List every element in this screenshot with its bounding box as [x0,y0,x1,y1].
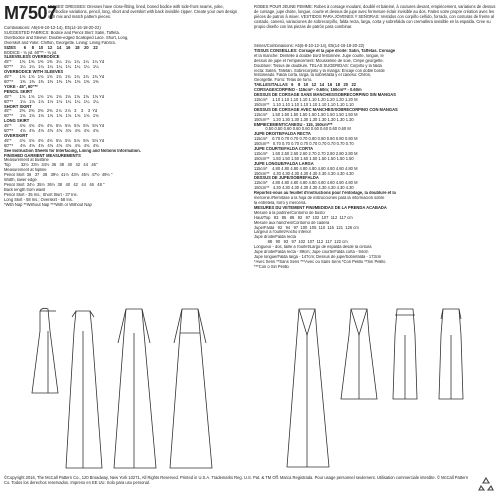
chart-line: dessus de jupe et l'empiècement: Mousseline de soie, Crêpe georgette. [254,58,384,63]
chart-line: DESSUS DE JUPE/SOBREFALDA [254,176,319,181]
back-view-dress-6 [341,309,377,399]
chart-line: 60"** 4⅝ 4⅝ 4⅝ 4⅝ 4⅝ 4⅝ 4⅝ 4⅝ 4⅝ [4,143,99,148]
chart-line: LONG SKIRT [4,119,30,124]
chart-line: Top 32½ 33½ 34½ 36 38 40 42 44 46" [4,163,98,168]
chart-line: 115cm* 4.80 4.80 4.80 4.80 4.80 4.80 4.80 4.80 4.80 M [254,166,358,171]
yardage-chart-english [4,26,245,208]
chart-line: Measurement at bustline [4,158,49,163]
chart-line: 150cm** 0.70 0.70 0.70 0.70 0.70 0.70 0.70 0.70 0.70 [254,142,354,147]
chart-line: SUGGESTED FABRICS: Bodice and Pencil Skirt: Satin, Taffeta. [4,30,120,35]
chart-line: 115cm* 1.10 1.10 1.10 1.10 1.10 1.20 1.20 1.20 1.20 M [254,97,358,102]
chart-line: 60"** 1⅝ 1⅝ 1⅝ 1⅝ 1⅝ 1⅝ 1⅝ 1⅝ 1⅝ [4,114,99,119]
chart-line: Overskirt and Yoke: Chiffon, Georgette. Lining: Lining Fabrics. [4,40,117,45]
chart-line: ***Con o Sin Pelillo [254,264,289,269]
chart-line: Combinations: A5(6-8-10-12-14), E5(14-16-18-20-22) [4,26,101,30]
chart-line: See Instruction Sheets for Interfacing, Lining and Notions Information. [4,148,141,153]
chart-line: 60"** 1⅛ 1⅛ 1⅛ 1⅛ 1⅛ 1¼ 1¼ 1¼ 1¼ [4,99,99,104]
chart-line: TISSUS CONSEILLÉS: Corsage et la jupe droite: Satin, Taffetas. Corsage [254,48,396,53]
intro-french-spanish: ROBES POUR JEUNE FEMME: Robes à corsage moulant, doublé et baleiné, à coutures devant, empiècement, variations de dessus de corsage, jupe droite, longue, courte et dessus de jupe avec fermeture éclair invisible au dos. Faites votre propre création avec les pièces de patron à mixer. VESTIDOS PARA JÓVENES Y SEÑORAS: Vestidos con corpiño ceñido, forrado, con costuras de frente al costado, canesú, variaciones de sobrecorpiño, falda recta, larga, corta y sobrefalda con cremallera invisible en la espalda. Cree su propio diseño con las piezas de patrón para combinar. [254,4,496,29]
chart-line: Longueur - dos, taille à l'ourlet/Largo de espalda desde la cintura [254,245,372,250]
yardage-chart-french-spanish [254,44,495,270]
chart-line: 88 90 93 97 102 107 112 117 122 cm [254,240,348,245]
chart-line: Jupe longue/Falda larga - 147cm; Dessus de jupe/Sobrefalda - 173cm [254,254,382,259]
back-view-dress-8 [439,309,463,399]
chart-line: DESSUS DE CORSAGE SANS MANCHES/SOBRECORPIÑO SIN MANGAS [254,93,396,98]
chart-line: 115cm* 0.70 0.70 0.70 0.70 0.80 0.80 0.80 0.80 0.80 M [254,137,358,142]
chart-line: JUPE DROITE/FALDA RECTA [254,132,311,137]
chart-line: 150cm** 4.30 4.30 4.30 4.30 4.30 4.30 4.30 4.30 4.30 [254,171,354,176]
chart-line: 45"* 1⅜ 1⅜ 1⅜ 1⅜ 1¼ 1¼ 1¼ 1¼ 1¼ Yd [4,60,105,65]
chart-line: Back length from waist [4,187,46,192]
back-view-dress-7 [393,309,417,399]
chart-line: Mesure à la poitrine/Contorno de busto [254,210,325,215]
chart-line: 150cm** 4.30 4.30 4.30 4.30 4.30 4.30 4.30 4.30 4.30 [254,186,354,191]
chart-line: *With Nap **Without Nap ***With or Without Nap [4,202,92,207]
chart-line: et la manche: Dentelle à double bord festonnée. Jupe courte, longue, le [254,53,384,58]
recycle-icon [478,476,494,492]
chart-line: Reportez-vous au feuillet d'instructions pour l'entoilage, la doublure et la [254,191,396,196]
chart-line: 60"** 1⅜ 1⅜ 1⅜ 1⅜ 1⅜ 1⅜ 1⅜ 1⅜ 1⅜ [4,79,99,84]
chart-line: 45"* 4⅝ 4⅝ 4⅝ 4⅝ 5⅛ 5⅛ 5⅛ 5⅛ 5⅛ Yd [4,138,105,143]
chart-line: Jupe droite/Falda recta [254,235,296,240]
chart-line: SIZES 6 8 10 12 14 16 18 20 22 [4,45,98,50]
chart-line: CORSAGE/CORPIÑO - 115cm* - 0.60m; 150cm** - 0.60m [254,88,362,93]
chart-line: 115cm* 1.50 1.50 1.50 1.50 1.50 1.50 1.50 1.50 1.50 M [254,112,358,117]
chart-line: 45"* 1⅝ 1⅝ 1⅝ 1⅝ 1⅝ 1⅝ 1⅝ 1⅝ 1⅝ Yd [4,94,105,99]
chart-line: BODICE - ⅝ yd. 60"** - ⅝ yd. [4,50,58,55]
back-view-dress-3 [114,309,156,468]
chart-line: Overbodice and Sleeve: Double-edged Scalloped Lace. Short, Long, [4,35,129,40]
chart-line: Pencil Skirt - 35 Ins.; Short Skirt - 37 Ins. [4,192,78,197]
chart-line: FINISHED GARMENT MEASUREMENTS [4,153,81,158]
back-view-sketches-left [4,303,254,473]
chart-line: TAILLES/TALLAS 6 8 10 12 14 16 18 20 22 [254,83,357,88]
chart-line: MESURES DU VÊTEMENT FINI/MEDIDAS DE LA PRENDA ACABADA [254,205,387,210]
back-view-dress-5 [287,309,329,467]
chart-line: 0.50 0.50 0.60 0.60 0.60 0.60 0.60 0.60 0.60 M [254,127,351,132]
chart-line: YOKE - 45", 60"** [4,84,38,89]
chart-line: DESSUS DE CORSAGE AVEC MANCHES/SOBRECORPIÑO CON MANGAS [254,107,398,112]
chart-line: OVERSKIRT [4,133,28,138]
chart-line: PENCIL SKIRT [4,89,33,94]
chart-line: la entretela, forro y mercería. [254,201,307,205]
chart-line: *Avec Sens **Sans Sens ***Avec ou Sans Sens *Con Pelillo **Sin Pelillo [254,259,386,264]
chart-line: Haut/Top 83 85 88 92 97 102 107 112 117 cm [254,215,353,220]
chart-line: 45"* 2⅜ 2⅜ 2⅜ 2⅜ 2⅞ 2⅞ 3 3 3 Yd [4,109,98,114]
chart-line: 45"* 1⅝ 1⅝ 1⅝ 1⅝ 1¾ 1¾ 1¾ 1¾ 1¾ Yd [4,75,105,80]
chart-line: Largeur à l'ourlet/Ancho inferior [254,230,311,235]
chart-line: Mesure aux hanches/Contorno de cadera [254,220,330,225]
back-view-dress-1 [32,308,58,393]
chart-line: 150cm** 1.20 1.30 1.30 1.30 1.30 1.30 1.30 1.30 1.30 [254,117,354,122]
chart-line: Pencil Skirt 34½ 35½ 36½ 38 40 42 44 46 48 " [4,183,105,187]
chart-line: 115cm* 1.60 2.60 2.60 2.60 2.70 2.70 2.80 2.80 2.80 M [254,151,358,156]
chart-line: 60"** 4⅝ 4⅝ 4⅝ 4⅝ 4⅝ 4⅝ 4⅝ 4⅝ 4⅝ [4,129,99,134]
chart-line: Measurement at hipline [4,168,47,173]
chart-line: OVERBODICE WITH SLEEVES [4,70,64,75]
chart-line: recta: Satén, Tafetán. Sobrecorpiño y la manga: Encaje con doble borde [254,68,385,73]
chart-line: Georgette. Forro: Telas de forro. [254,78,313,83]
chart-line: festoneado. Falda corta, larga, la sobrefalda y el canesú: Chifón, [254,73,372,78]
chart-line: JUPE LONGUE/FALDA LARGA [254,161,314,166]
intro-english: MISSES' DRESSES: Dresses have close-fitting, lined, boned bodice with side-front seams, yoke, overbodice variations, pencil, long, short and overskirt with back invisible zipper. Create your own design with mix and match pattern pieces. [48,4,238,19]
chart-line: 60"** 1¼ 1¼ 1¼ 1¼ 1¼ 1¼ 1¼ 1¼ 1¼ [4,65,99,70]
chart-line: Pencil Skirt 36 37 38 39½ 41½ 43½ 45½ 47½ 49½ " [4,173,113,178]
chart-line: Séries/Combinaisons: A5(6-8-10-12-14), E5(14-16-18-20-22) [254,44,365,48]
back-view-sketches-right [283,303,495,473]
chart-line: EMPIÈCEMENT/CANESÚ - 115, 150cm*** [254,122,333,127]
chart-line: JUPE COURTE/FALDA CORTA [254,147,314,152]
chart-line: 115cm* 4.80 4.80 4.80 4.80 4.80 4.80 4.80 4.80 4.80 M [254,181,358,186]
back-view-dress-4 [170,309,212,468]
chart-line: 150cm** 1.50 1.50 1.50 1.50 1.50 1.50 1.50 1.50 1.50 [254,156,354,161]
chart-line: mercerie./Remítase a la hoja de instrucciones para la información sobre [254,196,385,201]
chart-line: Doublure: Tissus de doublure. TELAS SUGERIDAS: Corpiño y la falda [254,63,382,68]
chart-line: 150cm** 1.10 1.10 1.10 1.10 1.10 1.10 1.10 1.10 1.10 [254,102,354,107]
chart-line: Jupe droite/Falda recta - 89cm; Jupe courte/Falda corta - 94cm [254,250,369,255]
pattern-number: M7507 [4,3,57,23]
back-view-dress-2 [66,311,102,468]
chart-line: SLEEVELESS OVERBODICE [4,55,60,60]
chart-line: Width, lower edge [4,178,37,183]
chart-line: 45"* 4⅝ 4⅝ 4⅝ 4⅝ 5⅛ 5⅛ 5⅛ 5⅛ 5⅛ Yd [4,124,105,129]
copyright-footer: ©Copyright 2016, The McCall Pattern Co., 120 Broadway, New York 10271, All Rights Reserved. Printed in U.S.A. Trademarks Reg. U.S. Pat. & TM Off. Marca Registrada. Pour usage personnel seulement. Utilisation commerciale interdite. © McCall Pattern Co. Todos los derechos reservados. Impreso en EE.UU. Solo para uso personal. [4,475,468,485]
chart-line: SHORT SKIRT [4,104,32,109]
chart-line: Long Skirt - 58 Ins.; Overskirt - 58 Ins. [4,197,73,202]
chart-line: Jupe/Falda 92 94 97 100 105 110 116 121 126 cm [254,225,359,230]
